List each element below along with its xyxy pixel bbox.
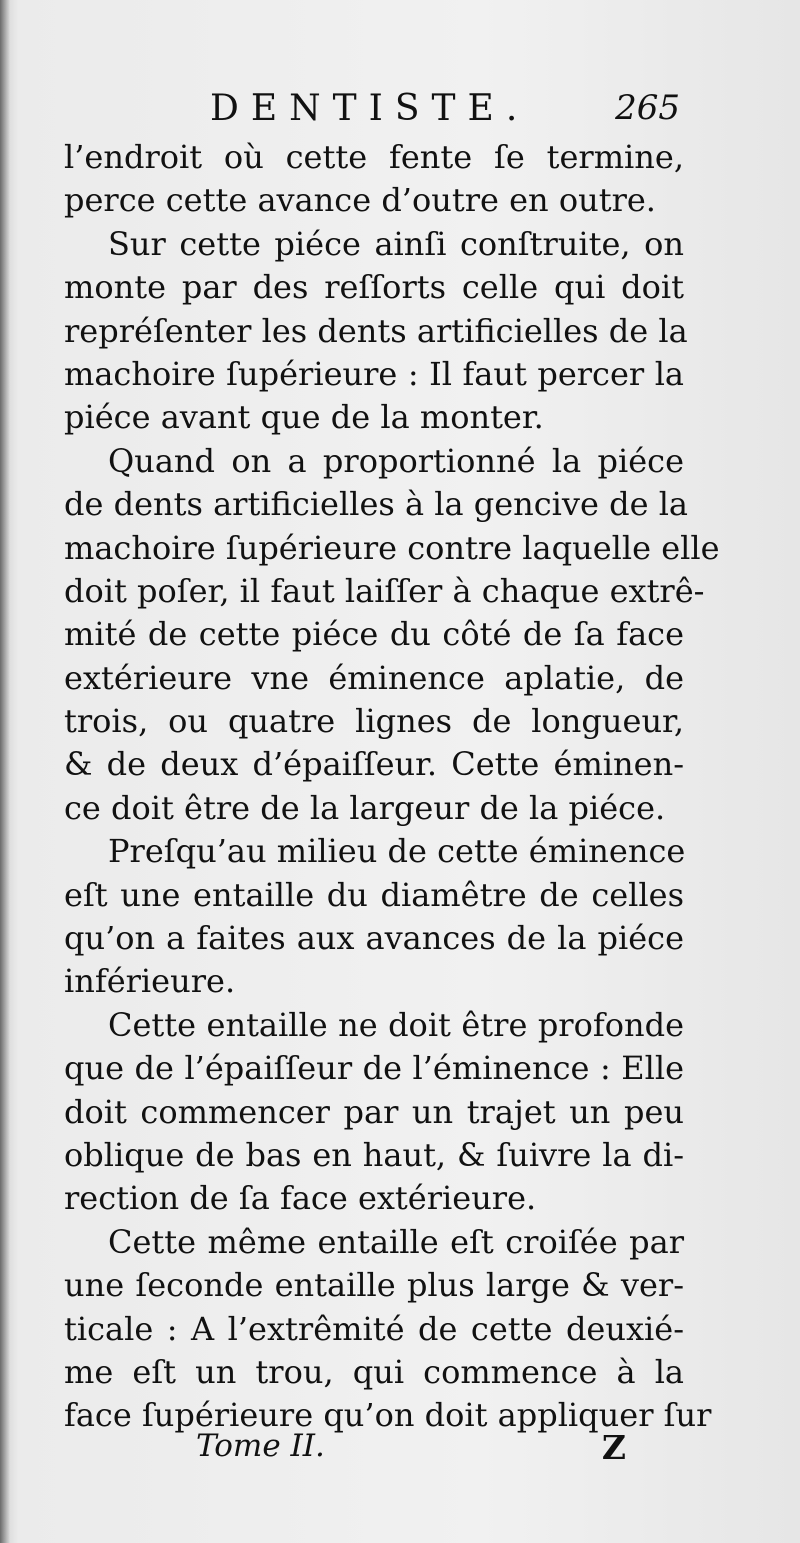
text-line: Quand on a proportionné la piéce [108,441,684,480]
text-line: de dents artificielles à la gencive de la [64,485,688,524]
text-line: repréſenter les dents artificielles de la [64,311,688,350]
text-line: extérieure vne éminence aplatie, de [64,658,684,697]
signature-mark: Z [601,1428,626,1467]
text-line: eſt une entaille du diamêtre de celles [64,875,684,914]
text-line: oblique de bas en haut, & ſuivre la di- [64,1135,684,1174]
page-number: 265 [615,88,680,128]
text-line: une ſeconde entaille plus large & ver- [64,1266,684,1305]
text-line: l’endroit où cette fente ſe termine, [64,138,684,176]
body-text [64,136,720,1438]
text-line: & de deux d’épaiſſeur. Cette éminen- [64,745,684,784]
text-line: perce cette avance d’outre en outre. [64,181,656,220]
text-line: ticale : A l’extrêmité de cette deuxié- [64,1309,684,1348]
text-line: Sur cette piéce ainſi conſtruite, on [108,224,684,263]
text-line: Cette entaille ne doit être profonde [108,1005,684,1044]
text-line: monte par des reſſorts celle qui doit [64,268,684,307]
page-footer [196,1428,626,1472]
text-line: inférieure. [64,962,236,1001]
text-line: machoire ſupérieure : Il faut percer la [64,354,684,393]
text-line: que de l’épaiſſeur de l’éminence : Elle [64,1049,684,1088]
text-line: machoire ſupérieure contre laquelle elle [64,528,720,567]
text-line: trois, ou quatre lignes de longueur, [64,702,684,741]
text-line: ce doit être de la largeur de la piéce. [64,788,666,827]
volume-label: Tome II. [196,1428,325,1464]
text-line: mité de cette piéce du côté de ſa face [64,615,684,654]
page-binding-shadow [0,0,10,1543]
text-line: qu’on a faites aux avances de la piéce [64,919,684,958]
text-line: rection de ſa face extérieure. [64,1179,537,1218]
text-line: Cette même entaille eſt croiſée par [108,1222,684,1261]
text-line: Preſqu’au milieu de cette éminence [108,832,686,871]
text-line: face ſupérieure qu’on doit appliquer ſur [64,1396,712,1435]
text-line: piéce avant que de la monter. [64,398,544,437]
text-line: doit commencer par un trajet un peu [64,1092,684,1131]
page-header [60,88,680,140]
text-line: doit poſer, il faut laiſſer à chaque extrê- [64,571,705,610]
text-line: me eſt un trou, qui commence à la [64,1352,684,1391]
running-head: DENTISTE. [210,88,530,129]
